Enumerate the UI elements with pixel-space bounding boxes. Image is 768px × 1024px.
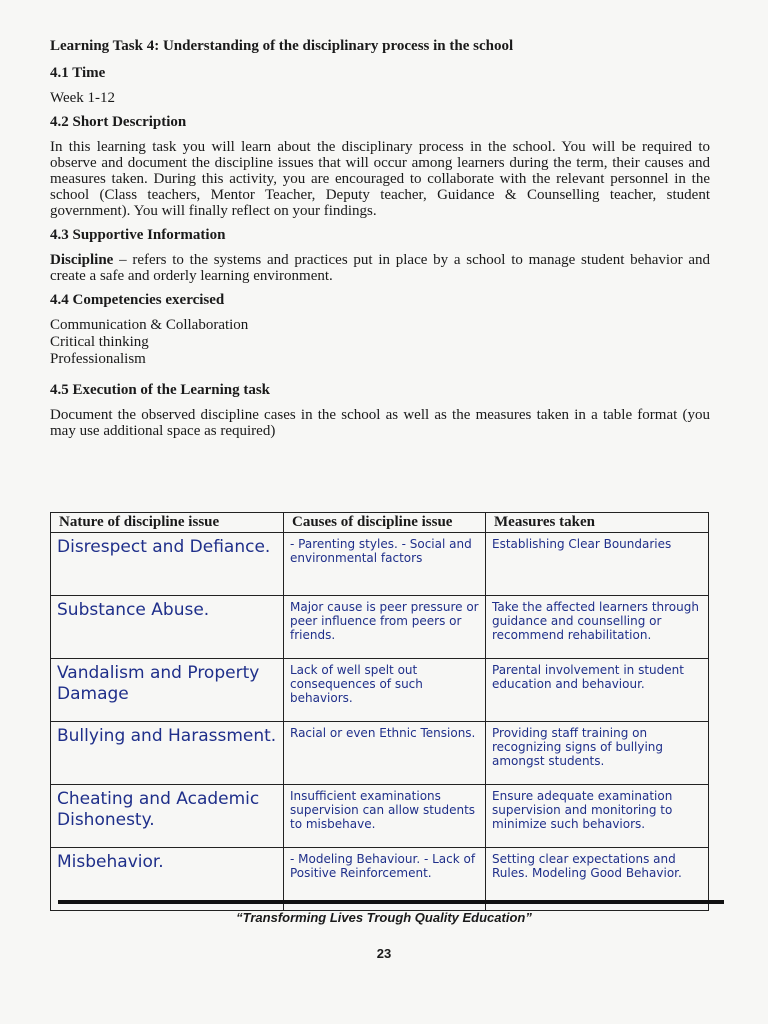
issue-cell: Misbehavior. bbox=[51, 848, 284, 911]
footer-divider bbox=[58, 900, 724, 904]
discipline-definition bbox=[50, 252, 710, 284]
competency-item: Professionalism bbox=[50, 351, 146, 367]
task-title: Learning Task 4: Understanding of the disciplinary process in the school bbox=[50, 38, 514, 54]
execution-heading: 4.5 Execution of the Learning task bbox=[50, 382, 271, 398]
issue-cell: Substance Abuse. bbox=[51, 596, 284, 659]
competencies-heading: 4.4 Competencies exercised bbox=[50, 292, 225, 308]
discipline-definition-text: – refers to the systems and practices put in place by a school to manage student behavior and create a safe and orderly learning environment. bbox=[50, 252, 710, 284]
table-row bbox=[51, 659, 709, 722]
cause-cell: Insufficient examinations supervision can allow students to misbehave. bbox=[284, 785, 486, 848]
discipline-table bbox=[50, 512, 709, 911]
measure-cell: Ensure adequate examination supervision and monitoring to minimize such behaviors. bbox=[486, 785, 709, 848]
measure-cell: Establishing Clear Boundaries bbox=[486, 533, 709, 596]
time-heading: 4.1 Time bbox=[50, 65, 106, 81]
cause-cell: Major cause is peer pressure or peer influence from peers or friends. bbox=[284, 596, 486, 659]
table-header-row bbox=[51, 513, 709, 533]
footer-motto: “Transforming Lives Trough Quality Education” bbox=[236, 910, 532, 925]
measure-cell: Parental involvement in student education and behaviour. bbox=[486, 659, 709, 722]
table-row bbox=[51, 722, 709, 785]
cause-cell: - Modeling Behaviour. - Lack of Positive Reinforcement. bbox=[284, 848, 486, 911]
time-value: Week 1-12 bbox=[50, 90, 116, 106]
issue-cell: Cheating and Academic Dishonesty. bbox=[51, 785, 284, 848]
issue-cell: Bullying and Harassment. bbox=[51, 722, 284, 785]
page-number: 23 bbox=[376, 946, 392, 961]
issue-cell: Disrespect and Defiance. bbox=[51, 533, 284, 596]
competency-item: Communication & Collaboration bbox=[50, 317, 249, 333]
column-header-causes: Causes of discipline issue bbox=[284, 513, 486, 533]
column-header-nature: Nature of discipline issue bbox=[51, 513, 284, 533]
cause-cell: - Parenting styles. - Social and environmental factors bbox=[284, 533, 486, 596]
table-row bbox=[51, 785, 709, 848]
competency-item: Critical thinking bbox=[50, 334, 149, 350]
supportive-info-heading: 4.3 Supportive Information bbox=[50, 227, 226, 243]
short-description-heading: 4.2 Short Description bbox=[50, 114, 187, 130]
measure-cell: Take the affected learners through guidance and counselling or recommend rehabilitation. bbox=[486, 596, 709, 659]
short-description-text: In this learning task you will learn about the disciplinary process in the school. You will be required to observe and document the discipline issues that will occur among learners during the term, their causes and measures taken. During this activity, you are encouraged to collaborate with the relevant personnel in the school (Class teachers, Mentor Teacher, Deputy teacher, Guidance & Counselling teacher, student government). You will finally reflect on your findings. bbox=[50, 139, 710, 219]
column-header-measures: Measures taken bbox=[486, 513, 709, 533]
competencies-list bbox=[50, 317, 710, 368]
execution-instruction: Document the observed discipline cases in the school as well as the measures taken in a table format (you may use additional space as required) bbox=[50, 407, 710, 439]
measure-cell: Setting clear expectations and Rules. Modeling Good Behavior. bbox=[486, 848, 709, 911]
document-page bbox=[50, 38, 710, 447]
cause-cell: Lack of well spelt out consequences of such behaviors. bbox=[284, 659, 486, 722]
discipline-term: Discipline bbox=[50, 252, 114, 268]
cause-cell: Racial or even Ethnic Tensions. bbox=[284, 722, 486, 785]
table-row bbox=[51, 596, 709, 659]
table-row bbox=[51, 533, 709, 596]
measure-cell: Providing staff training on recognizing signs of bullying amongst students. bbox=[486, 722, 709, 785]
issue-cell: Vandalism and Property Damage bbox=[51, 659, 284, 722]
